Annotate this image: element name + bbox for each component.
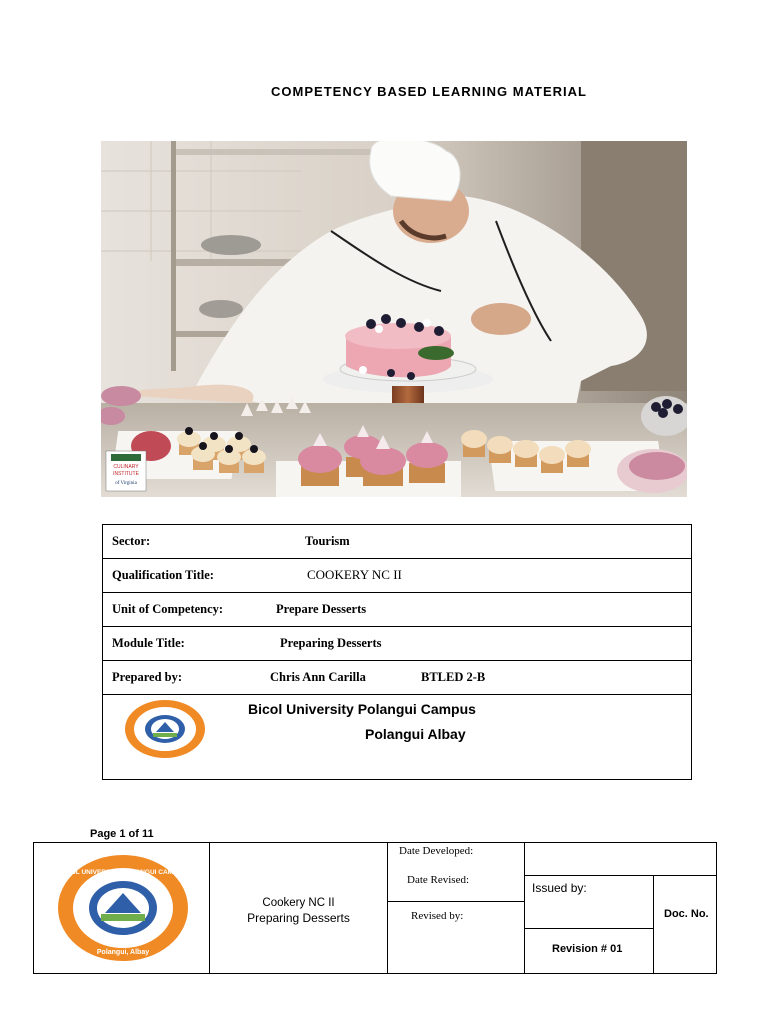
footer-module-line2: Preparing Desserts bbox=[247, 911, 350, 925]
module-label: Module Title: bbox=[112, 636, 185, 650]
doc-no-label: Doc. No. bbox=[664, 908, 709, 920]
info-row-prepared-by bbox=[103, 661, 691, 695]
info-row-sector bbox=[103, 525, 691, 559]
info-row-unit bbox=[103, 593, 691, 627]
hero-logo-line3: of Virginia bbox=[115, 481, 137, 486]
seal-bottom-text: Polangui, Albay bbox=[96, 949, 150, 956]
document-control-table bbox=[33, 842, 717, 974]
university-seal-icon bbox=[123, 698, 207, 760]
university-location: Polangui Albay bbox=[365, 726, 466, 742]
prepared-by-label: Prepared by: bbox=[112, 670, 183, 684]
hero-logo-line1: CULINARY bbox=[113, 464, 139, 470]
university-block bbox=[103, 695, 691, 779]
revised-by-label: Revised by: bbox=[411, 910, 464, 922]
info-row-module bbox=[103, 627, 691, 661]
date-revised-label: Date Revised: bbox=[407, 874, 470, 886]
footer-university-seal-icon bbox=[56, 853, 190, 963]
date-developed-label: Date Developed: bbox=[399, 845, 474, 857]
seal-top-text: BICOL UNIVERSITY POLANGUI CAMPUS bbox=[59, 869, 187, 876]
university-name: Bicol University Polangui Campus bbox=[248, 701, 476, 717]
sector-label: Sector: bbox=[112, 534, 151, 548]
preparer-name: Chris Ann Carilla bbox=[270, 670, 366, 684]
unit-label: Unit of Competency: bbox=[112, 602, 224, 616]
qualification-value: COOKERY NC II bbox=[307, 567, 402, 582]
footer-module-line1: Cookery NC II bbox=[262, 897, 335, 909]
qualification-label: Qualification Title: bbox=[112, 568, 214, 582]
info-row-qualification bbox=[103, 559, 691, 593]
sector-value: Tourism bbox=[305, 534, 350, 548]
issued-by-label: Issued by: bbox=[532, 881, 587, 895]
revision-label: Revision # 01 bbox=[552, 943, 623, 955]
hero-image-pastry-chef bbox=[101, 141, 687, 497]
document-title: COMPETENCY BASED LEARNING MATERIAL bbox=[271, 84, 587, 99]
hero-logo-line2: INSTITUTE bbox=[113, 471, 139, 477]
page-number: Page 1 of 11 bbox=[90, 828, 154, 840]
preparer-section: BTLED 2-B bbox=[421, 670, 486, 684]
unit-value: Prepare Desserts bbox=[276, 602, 367, 616]
module-info-table bbox=[102, 524, 692, 780]
module-value: Preparing Desserts bbox=[280, 636, 382, 650]
